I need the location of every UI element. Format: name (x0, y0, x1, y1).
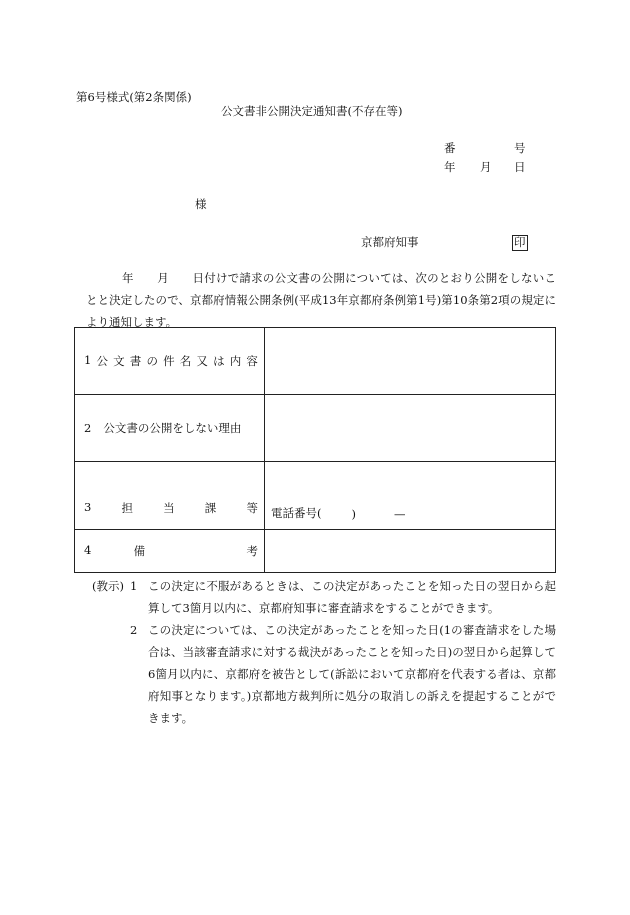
seal-mark (512, 235, 528, 251)
label-cell-reason: 2 公文書の公開をしない理由 (75, 395, 265, 462)
value-cell-reason[interactable] (265, 395, 556, 462)
instruction-notes (92, 575, 556, 729)
month-label: 月 (480, 160, 492, 174)
value-cell-subject[interactable] (265, 328, 556, 395)
value-cell-department[interactable] (265, 462, 556, 530)
notice-table (74, 327, 556, 573)
notes-tag: (教示) (92, 579, 124, 593)
label-cell-subject: 1 公 文 書 の 件 名 又 は 内 容 (75, 328, 265, 395)
body-text: 年 月 日付けで請求の公文書の公開については、次のとおり公開をしないことと決定したので、京都府情報公開条例(平成13年京都府条例第1号)第10条第2項の規定により通知します。 (86, 271, 556, 329)
table-row (75, 530, 556, 573)
document-title: 公文書非公開決定通知書(不存在等) (221, 104, 403, 118)
phone-label: 電話番号( (271, 506, 322, 520)
table-row (75, 395, 556, 462)
label-cell-department: 3 担 当 課 等 (75, 462, 265, 530)
seal-box: 印 (514, 235, 526, 249)
phone-close-paren: ) (351, 507, 356, 521)
day-label: 日 (514, 160, 526, 174)
list-item: (教示) 1 この決定に不服があるときは、この決定があったことを知った日の翌日から起算して3箇月以内に、京都府知事に審査請求をすることができます。 (92, 575, 556, 619)
number-label: 番 (444, 141, 456, 155)
issuer-name: 京都府知事 (361, 235, 419, 249)
list-item: 2 この決定については、この決定があったことを知った日(1の審査請求をした場合は、当該審査請求に対する裁決があったことを知った日)の翌日から起算して6箇月以内に、京都府を被告として(訴訟において京都府を代表する者は、京都府知事となります。)京都地方裁判所に処分の取消しの訴えを提起することができます。 (130, 623, 556, 725)
table-row (75, 462, 556, 530)
value-cell-remarks[interactable] (265, 530, 556, 573)
year-label: 年 (444, 160, 456, 174)
label-cell-remarks: 4 備 考 (75, 530, 265, 573)
table-row (75, 328, 556, 395)
form-number: 第6号様式(第2条関係) (76, 90, 192, 104)
addressee-suffix: 様 (195, 197, 207, 211)
phone-line (265, 462, 555, 529)
phone-dash: — (394, 507, 406, 521)
issue-number-suffix: 号 (514, 141, 526, 155)
